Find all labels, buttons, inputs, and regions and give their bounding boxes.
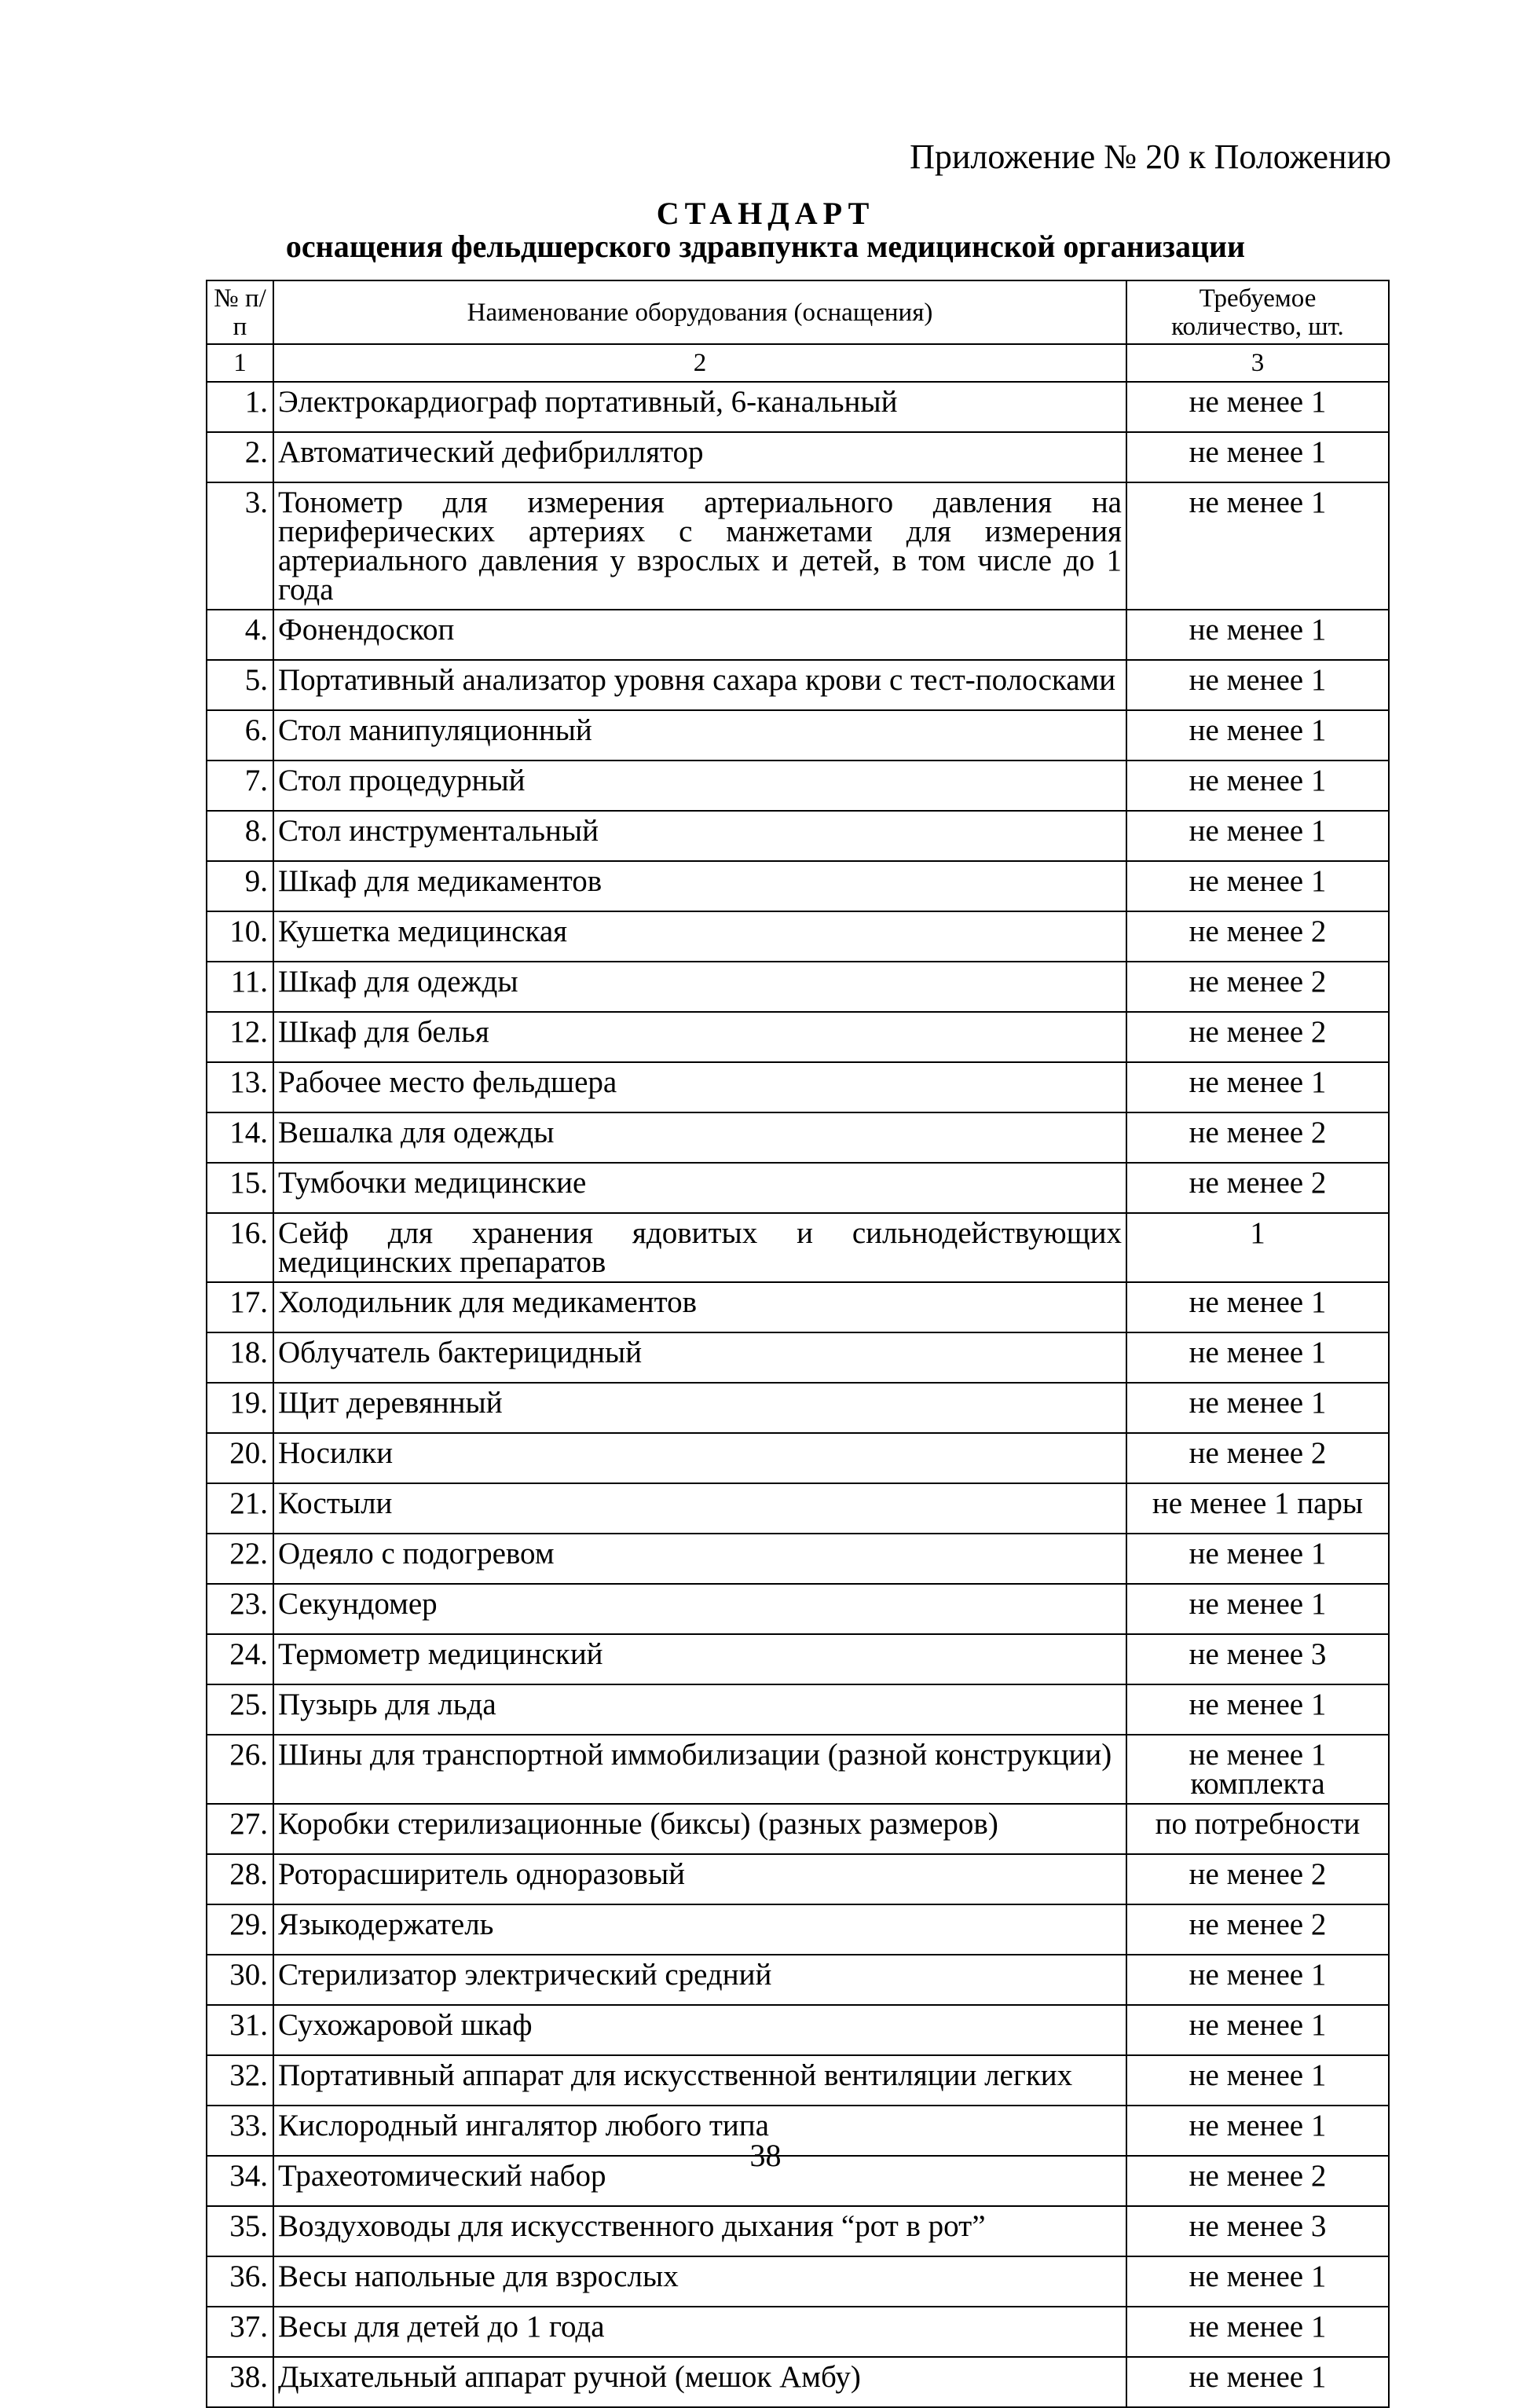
row-number: 29. [207, 1904, 273, 1955]
table-row [207, 2206, 1389, 2256]
table-row [207, 1684, 1389, 1735]
row-number: 35. [207, 2206, 273, 2256]
row-quantity: не менее 2 [1126, 1433, 1389, 1483]
row-equipment-name: Тумбочки медицинские [273, 1163, 1126, 1213]
row-equipment-name: Весы напольные для взрослых [273, 2256, 1126, 2307]
table-row [207, 1112, 1389, 1163]
row-quantity: не менее 2 [1126, 962, 1389, 1012]
table-row [207, 482, 1389, 610]
row-number: 28. [207, 1854, 273, 1904]
column-number-2: 2 [273, 344, 1126, 382]
row-number: 1. [207, 382, 273, 432]
row-number: 27. [207, 1804, 273, 1854]
document-title: СТАНДАРТ [656, 196, 875, 231]
row-quantity: не менее 1 [1126, 1584, 1389, 1634]
table-row [207, 1634, 1389, 1684]
row-quantity: не менее 1 [1126, 1955, 1389, 2005]
row-quantity: не менее 1 [1126, 2106, 1389, 2156]
row-quantity: не менее 2 [1126, 911, 1389, 962]
row-equipment-name: Портативный анализатор уровня сахара крови с тест-полосками [273, 660, 1126, 710]
row-quantity: не менее 1 [1126, 1062, 1389, 1112]
row-number: 15. [207, 1163, 273, 1213]
row-number: 9. [207, 861, 273, 911]
row-equipment-name: Кушетка медицинская [273, 911, 1126, 962]
row-equipment-name: Кислородный ингалятор любого типа [273, 2106, 1126, 2156]
row-number: 26. [207, 1735, 273, 1804]
row-quantity: не менее 1 [1126, 2005, 1389, 2055]
row-equipment-name: Фонендоскоп [273, 610, 1126, 660]
row-number: 10. [207, 911, 273, 962]
table-row [207, 660, 1389, 710]
row-number: 19. [207, 1383, 273, 1433]
header-name: Наименование оборудования (оснащения) [273, 280, 1126, 344]
row-quantity: не менее 2 [1126, 1012, 1389, 1062]
row-quantity: не менее 2 [1126, 1854, 1389, 1904]
row-equipment-name: Электрокардиограф портативный, 6-канальный [273, 382, 1126, 432]
table-row [207, 432, 1389, 482]
header-number: № п/п [207, 280, 273, 344]
row-quantity: не менее 1 [1126, 1282, 1389, 1332]
row-equipment-name: Шины для транспортной иммобилизации (разной конструкции) [273, 1735, 1126, 1804]
table-row [207, 861, 1389, 911]
column-number-1: 1 [207, 344, 273, 382]
row-quantity: не менее 1 [1126, 710, 1389, 761]
table-row [207, 1854, 1389, 1904]
table-row [207, 1213, 1389, 1282]
row-number: 16. [207, 1213, 273, 1282]
row-number: 5. [207, 660, 273, 710]
row-quantity: не менее 1 комплекта [1126, 1735, 1389, 1804]
row-quantity: не менее 1 [1126, 761, 1389, 811]
row-quantity: не менее 1 [1126, 432, 1389, 482]
row-number: 3. [207, 482, 273, 610]
row-equipment-name: Шкаф для одежды [273, 962, 1126, 1012]
page-number: 38 [749, 2138, 782, 2173]
row-number: 21. [207, 1483, 273, 1534]
table-row [207, 1904, 1389, 1955]
row-equipment-name: Щит деревянный [273, 1383, 1126, 1433]
row-equipment-name: Воздуховоды для искусственного дыхания “рот в рот” [273, 2206, 1126, 2256]
row-equipment-name: Носилки [273, 1433, 1126, 1483]
row-equipment-name: Стол манипуляционный [273, 710, 1126, 761]
row-equipment-name: Весы для детей до 1 года [273, 2307, 1126, 2357]
table-row [207, 1282, 1389, 1332]
appendix-reference: Приложение № 20 к Положению [910, 137, 1391, 176]
row-quantity: не менее 2 [1126, 1163, 1389, 1213]
row-number: 25. [207, 1684, 273, 1735]
equipment-table [206, 280, 1390, 2408]
table-row [207, 962, 1389, 1012]
row-number: 30. [207, 1955, 273, 2005]
row-quantity: не менее 1 [1126, 861, 1389, 911]
row-equipment-name: Сухожаровой шкаф [273, 2005, 1126, 2055]
row-number: 18. [207, 1332, 273, 1383]
row-equipment-name: Пузырь для льда [273, 1684, 1126, 1735]
row-equipment-name: Трахеотомический набор [273, 2156, 1126, 2206]
row-equipment-name: Вешалка для одежды [273, 1112, 1126, 1163]
row-quantity: не менее 2 [1126, 1112, 1389, 1163]
table-row [207, 610, 1389, 660]
row-quantity: не менее 1 [1126, 482, 1389, 610]
row-quantity: не менее 1 [1126, 2256, 1389, 2307]
table-row [207, 1383, 1389, 1433]
row-number: 8. [207, 811, 273, 861]
table-row [207, 2256, 1389, 2307]
row-number: 17. [207, 1282, 273, 1332]
table-row [207, 1584, 1389, 1634]
table-row [207, 811, 1389, 861]
row-quantity: не менее 3 [1126, 2206, 1389, 2256]
equipment-table-body [207, 280, 1389, 2407]
row-number: 31. [207, 2005, 273, 2055]
row-quantity: не менее 1 [1126, 811, 1389, 861]
row-equipment-name: Сейф для хранения ядовитых и сильнодействующих медицинских препаратов [273, 1213, 1126, 1282]
row-equipment-name: Стол процедурный [273, 761, 1126, 811]
table-header-row [207, 280, 1389, 344]
document-subtitle: оснащения фельдшерского здравпункта медицинской организации [285, 229, 1246, 264]
row-number: 23. [207, 1584, 273, 1634]
table-row [207, 2357, 1389, 2407]
row-quantity: не менее 1 [1126, 2307, 1389, 2357]
row-equipment-name: Тонометр для измерения артериального давления на периферических артериях с манжетами для измерения артериального давления у взрослых и детей, в том числе до 1 года [273, 482, 1126, 610]
row-number: 4. [207, 610, 273, 660]
row-equipment-name: Языкодержатель [273, 1904, 1126, 1955]
row-quantity: 1 [1126, 1213, 1389, 1282]
table-row [207, 911, 1389, 962]
row-equipment-name: Облучатель бактерицидный [273, 1332, 1126, 1383]
row-equipment-name: Костыли [273, 1483, 1126, 1534]
row-number: 11. [207, 962, 273, 1012]
row-equipment-name: Автоматический дефибриллятор [273, 432, 1126, 482]
row-number: 12. [207, 1012, 273, 1062]
table-row [207, 710, 1389, 761]
row-number: 38. [207, 2357, 273, 2407]
row-number: 13. [207, 1062, 273, 1112]
row-number: 22. [207, 1534, 273, 1584]
row-equipment-name: Шкаф для медикаментов [273, 861, 1126, 911]
row-equipment-name: Портативный аппарат для искусственной вентиляции легких [273, 2055, 1126, 2106]
row-number: 33. [207, 2106, 273, 2156]
table-row [207, 1534, 1389, 1584]
table-row [207, 1433, 1389, 1483]
row-quantity: не менее 1 [1126, 382, 1389, 432]
table-row [207, 1163, 1389, 1213]
row-number: 32. [207, 2055, 273, 2106]
row-number: 6. [207, 710, 273, 761]
row-quantity: не менее 2 [1126, 1904, 1389, 1955]
row-number: 2. [207, 432, 273, 482]
table-row [207, 2055, 1389, 2106]
table-row [207, 1062, 1389, 1112]
row-equipment-name: Шкаф для белья [273, 1012, 1126, 1062]
row-number: 24. [207, 1634, 273, 1684]
table-row [207, 2307, 1389, 2357]
table-row [207, 1804, 1389, 1854]
table-row [207, 1955, 1389, 2005]
row-number: 37. [207, 2307, 273, 2357]
row-equipment-name: Секундомер [273, 1584, 1126, 1634]
row-equipment-name: Термометр медицинский [273, 1634, 1126, 1684]
row-equipment-name: Дыхательный аппарат ручной (мешок Амбу) [273, 2357, 1126, 2407]
row-equipment-name: Стол инструментальный [273, 811, 1126, 861]
row-quantity: не менее 1 [1126, 1684, 1389, 1735]
row-quantity: не менее 1 [1126, 610, 1389, 660]
row-quantity: не менее 1 [1126, 2357, 1389, 2407]
row-equipment-name: Стерилизатор электрический средний [273, 1955, 1126, 2005]
table-row [207, 1483, 1389, 1534]
table-row [207, 382, 1389, 432]
table-row [207, 761, 1389, 811]
row-number: 20. [207, 1433, 273, 1483]
table-row [207, 2005, 1389, 2055]
row-quantity: по потребности [1126, 1804, 1389, 1854]
row-equipment-name: Одеяло с подогревом [273, 1534, 1126, 1584]
row-equipment-name: Коробки стерилизационные (биксы) (разных размеров) [273, 1804, 1126, 1854]
row-quantity: не менее 2 [1126, 2156, 1389, 2206]
row-number: 7. [207, 761, 273, 811]
header-quantity: Требуемое количество, шт. [1126, 280, 1389, 344]
table-row [207, 1735, 1389, 1804]
row-quantity: не менее 1 [1126, 1383, 1389, 1433]
row-quantity: не менее 1 [1126, 1534, 1389, 1584]
row-equipment-name: Рабочее место фельдшера [273, 1062, 1126, 1112]
row-quantity: не менее 3 [1126, 1634, 1389, 1684]
row-number: 14. [207, 1112, 273, 1163]
column-number-3: 3 [1126, 344, 1389, 382]
row-quantity: не менее 1 [1126, 2055, 1389, 2106]
row-quantity: не менее 1 [1126, 1332, 1389, 1383]
row-quantity: не менее 1 [1126, 660, 1389, 710]
row-equipment-name: Роторасширитель одноразовый [273, 1854, 1126, 1904]
row-equipment-name: Холодильник для медикаментов [273, 1282, 1126, 1332]
row-quantity: не менее 1 пары [1126, 1483, 1389, 1534]
table-row [207, 1012, 1389, 1062]
row-number: 34. [207, 2156, 273, 2206]
row-number: 36. [207, 2256, 273, 2307]
table-row [207, 1332, 1389, 1383]
column-numbers-row [207, 344, 1389, 382]
